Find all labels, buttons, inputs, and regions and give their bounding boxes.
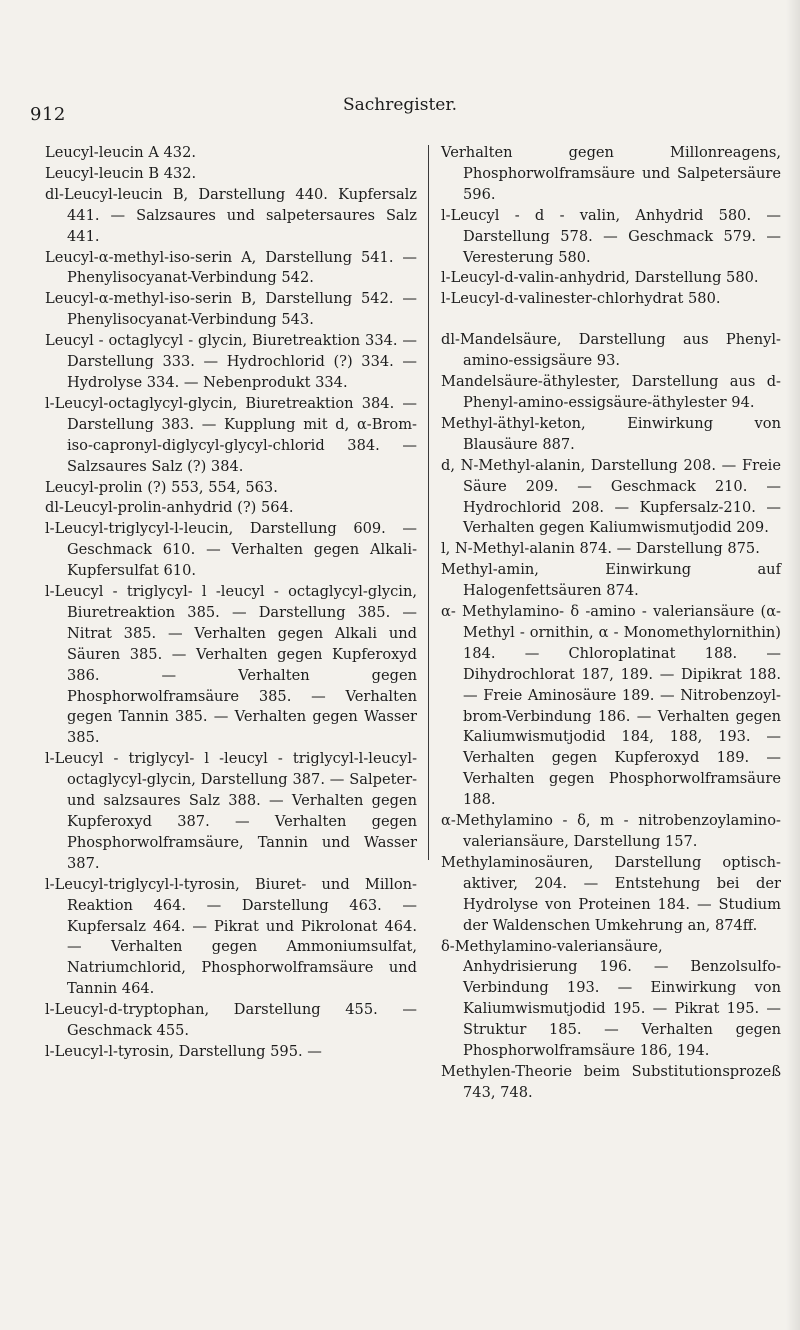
index-entry: δ-Methylamino-valeriansäure, Anhydrisierung 196. — Benzolsulfo-Verbindung 193. — Einwirkung von Kaliumwismutjodid 195. — Pikrat 195. — Struktur 185. — Verhalten gegen Phosphorwolframsäure 186, 194. bbox=[441, 937, 781, 1060]
index-entry: d, N-Methyl-alanin, Darstellung 208. — Freie Säure 209. — Geschmack 210. — Hydrochlorid 208. — Kupfersalz-210. — Verhalten gegen Kaliumwismutjodid 209. bbox=[441, 456, 781, 537]
index-entry: l-Leucyl-triglycyl-l-leucin, Darstellung 609. — Geschmack 610. — Verhalten gegen Alkali-Kupfersulfat 610. bbox=[45, 520, 417, 580]
index-entry: l-Leucyl - triglycyl- l -leucyl - triglycyl-l-leucyl-octaglycyl-glycin, Darstellung 387. — Salpeter- und salzsaures Salz 388. — Verhalten gegen Kupferoxyd 387. — Verhalten gegen Phosphorwolframsäure, Tannin und Wasser 387. bbox=[45, 750, 417, 872]
column-divider bbox=[428, 145, 429, 860]
index-entry: Methylen-Theorie beim Substitutionsprozeß 743, 748. bbox=[441, 1062, 781, 1101]
index-entry: l-Leucyl - d - valin, Anhydrid 580. — Darstellung 578. — Geschmack 579. — Veresterung 580. bbox=[441, 206, 781, 266]
index-entry: l, N-Methyl-alanin 874. — Darstellung 875. bbox=[441, 540, 760, 558]
index-entry: l-Leucyl - triglycyl- l -leucyl - octaglycyl-glycin, Biuretreaktion 385. — Darstellung 385. — Nitrat 385. — Verhalten gegen Alkali und Säuren 385. — Verhalten gegen Kupferoxyd 386. — Verhalten gegen Phosphorwolframsäure 385. — Verhalten gegen Tannin 385. — Verhalten gegen Wasser 385. bbox=[45, 583, 417, 747]
index-entry: Leucyl-α-methyl-iso-serin A, Darstellung 541. — Phenylisocyanat-Verbindung 542. bbox=[45, 248, 417, 287]
index-entry: l-Leucyl-triglycyl-l-tyrosin, Biuret- und Millon-Reaktion 464. — Darstellung 463. — Kupfersalz 464. — Pikrat und Pikrolonat 464. — Verhalten gegen Ammoniumsulfat, Natriumchlorid, Phosphorwolframsäure und Tannin 464. bbox=[45, 875, 417, 998]
page-number: 912 bbox=[30, 104, 66, 125]
index-entry: Methyl-äthyl-keton, Einwirkung von Blausäure 887. bbox=[441, 414, 781, 453]
index-entry: Methyl-amin, Einwirkung auf Halogenfettsäuren 874. bbox=[441, 561, 781, 600]
index-entry: Leucyl-prolin (?) 553, 554, 563. bbox=[45, 478, 278, 496]
index-entry: α- Methylamino- δ -amino - valeriansäure (α-Methyl - ornithin, α - Monomethylornithin) 184. — Chloroplatinat 188. — Dihydrochlorat 187, 189. — Dipikrat 188. — Freie Aminosäure 189. — Nitrobenzoyl-brom-Verbindung 186. — Verhalten gegen Kaliumwismutjodid 184, 188, 193. — Verhalten gegen Kupferoxyd 189. — Verhalten gegen Phosphorwolframsäure 188. bbox=[441, 603, 781, 809]
index-entry: Verhalten gegen Millonreagens, Phosphorwolframsäure und Salpetersäure 596. bbox=[441, 144, 781, 203]
index-entry: dl-Leucyl-leucin B, Darstellung 440. Kupfersalz 441. — Salzsaures und salpetersaures Salz 441. bbox=[45, 185, 417, 245]
index-entry: dl-Leucyl-prolin-anhydrid (?) 564. bbox=[45, 499, 294, 517]
index-entry: l-Leucyl-d-valin-anhydrid, Darstellung 580. bbox=[441, 269, 759, 287]
index-entry: α-Methylamino - δ, m - nitrobenzoylamino-valeriansäure, Darstellung 157. bbox=[441, 812, 781, 850]
running-head: Sachregister. bbox=[342, 95, 458, 115]
right-column bbox=[441, 143, 781, 1104]
index-entry: Methylaminosäuren, Darstellung optisch-aktiver, 204. — Entstehung bei der Hydrolyse von Proteinen 184. — Studium der Waldenschen Umkehrung an, 874ff. bbox=[441, 853, 781, 934]
index-entry: Leucyl - octaglycyl - glycin, Biuretreaktion 334. — Darstellung 333. — Hydrochlorid (?) 334. — Hydrolyse 334. — Nebenprodukt 334. bbox=[45, 332, 417, 391]
page-edge-shadow bbox=[786, 0, 800, 1330]
index-entry: l-Leucyl-l-tyrosin, Darstellung 595. — bbox=[45, 1042, 322, 1060]
index-entry: dl-Mandelsäure, Darstellung aus Phenyl-amino-essigsäure 93. bbox=[441, 331, 781, 370]
left-column bbox=[45, 143, 417, 1063]
index-entry: Leucyl-leucin B 432. bbox=[45, 164, 197, 182]
index-entry: Leucyl-leucin A 432. bbox=[45, 144, 196, 161]
index-entry: l-Leucyl-octaglycyl-glycin, Biuretreaktion 384. — Darstellung 383. — Kupplung mit d, α-Brom-iso-capronyl-diglycyl-glycyl-chlorid 384. — Salzsaures Salz (?) 384. bbox=[45, 394, 417, 475]
index-entry: l-Leucyl-d-tryptophan, Darstellung 455. — Geschmack 455. bbox=[45, 1001, 417, 1040]
index-entry: l-Leucyl-d-valinester-chlorhydrat 580. bbox=[441, 290, 721, 308]
index-entry: Leucyl-α-methyl-iso-serin B, Darstellung 542. — Phenylisocyanat-Verbindung 543. bbox=[45, 290, 417, 329]
index-entry: Mandelsäure-äthylester, Darstellung aus d- Phenyl-amino-essigsäure-äthylester 94. bbox=[441, 373, 781, 411]
